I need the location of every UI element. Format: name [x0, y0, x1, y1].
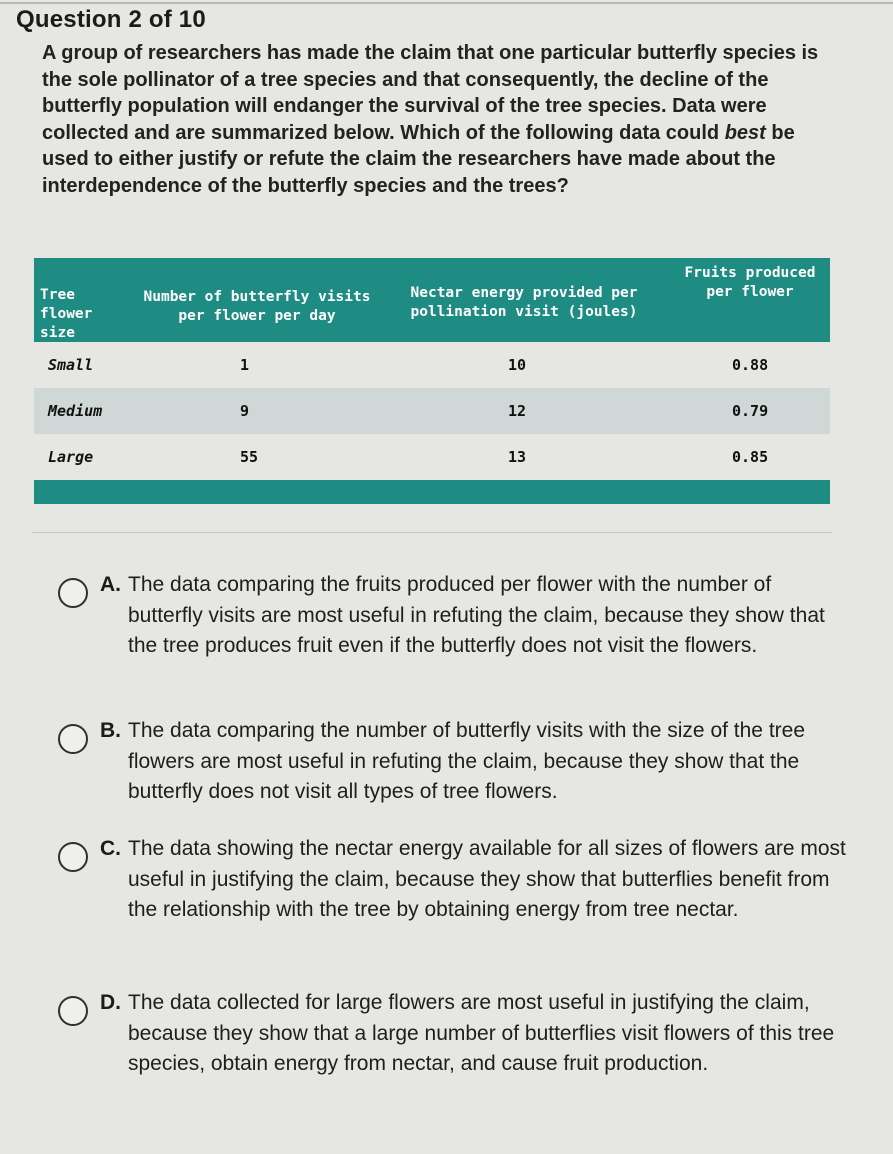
cell-fruits: 0.85: [732, 448, 769, 466]
radio-button-a[interactable]: [58, 578, 88, 608]
table-header-row: [34, 258, 830, 342]
question-header: Question 2 of 10: [16, 6, 206, 33]
cell-size: Small: [48, 356, 94, 374]
cell-visits: 55: [240, 448, 259, 466]
choice-a[interactable]: [58, 570, 858, 690]
choice-text: The data comparing the number of butterfly visits with the size of the tree flowers are most useful in refuting the claim, because they show that the butterfly does not visit all types of tree flowers.: [128, 719, 806, 803]
choice-d[interactable]: [58, 988, 858, 1112]
choice-b[interactable]: [58, 716, 858, 808]
header-flower-size: Tree flower size: [40, 287, 93, 341]
header-nectar-energy: Nectar energy provided per pollination visit (joules): [410, 285, 638, 320]
radio-button-c[interactable]: [58, 842, 88, 872]
data-table: [34, 258, 830, 504]
cell-visits: 1: [240, 356, 250, 374]
table-footer-bar: [34, 480, 830, 504]
cell-visits: 9: [240, 402, 250, 420]
radio-button-d[interactable]: [58, 996, 88, 1026]
choice-letter: A.: [100, 573, 121, 596]
choice-c[interactable]: [58, 834, 858, 956]
top-rule: [0, 2, 893, 4]
question-stem: [42, 40, 842, 199]
stem-emphasis: best: [724, 121, 766, 144]
cell-nectar: 13: [508, 448, 527, 466]
stem-text-end: be used to either justify or refute the claim the researchers have made about the interdependence of the butterfly species and the trees?: [42, 121, 795, 197]
choice-letter: D.: [100, 991, 121, 1014]
cell-size: Large: [48, 448, 94, 466]
table-row: [34, 388, 830, 434]
cell-size: Medium: [48, 402, 103, 420]
header-butterfly-visits: Number of butterfly visits per flower per day: [143, 289, 371, 324]
stem-text-start: A group of researchers has made the claim that one particular butterfly species is the sole pollinator of a tree species and that consequently, the decline of the butterfly population will endanger the survival of the tree species. Data were collected and are summarized below. Which of the following data could: [42, 42, 819, 144]
radio-button-b[interactable]: [58, 724, 88, 754]
choice-text: The data comparing the fruits produced per flower with the number of butterfly visits are most useful in refuting the claim, because they show that the tree produces fruit even if the butterfly does not visit the flowers.: [128, 573, 825, 657]
choice-text: The data showing the nectar energy available for all sizes of flowers are most useful in justifying the claim, because they show that butterflies benefit from the relationship with the tree by obtaining energy from tree nectar.: [128, 837, 846, 921]
table-row: [34, 342, 830, 388]
divider: [32, 532, 832, 533]
cell-fruits: 0.79: [732, 402, 769, 420]
choice-letter: B.: [100, 719, 121, 742]
cell-fruits: 0.88: [732, 356, 769, 374]
cell-nectar: 12: [508, 402, 527, 420]
header-fruits-produced: Fruits produced per flower: [684, 265, 816, 300]
choice-text: The data collected for large flowers are most useful in justifying the claim, because they show that a large number of butterflies visit flowers of this tree species, obtain energy from nectar, and cause fruit production.: [128, 991, 835, 1075]
table-row: [34, 434, 830, 480]
choice-letter: C.: [100, 837, 121, 860]
cell-nectar: 10: [508, 356, 527, 374]
